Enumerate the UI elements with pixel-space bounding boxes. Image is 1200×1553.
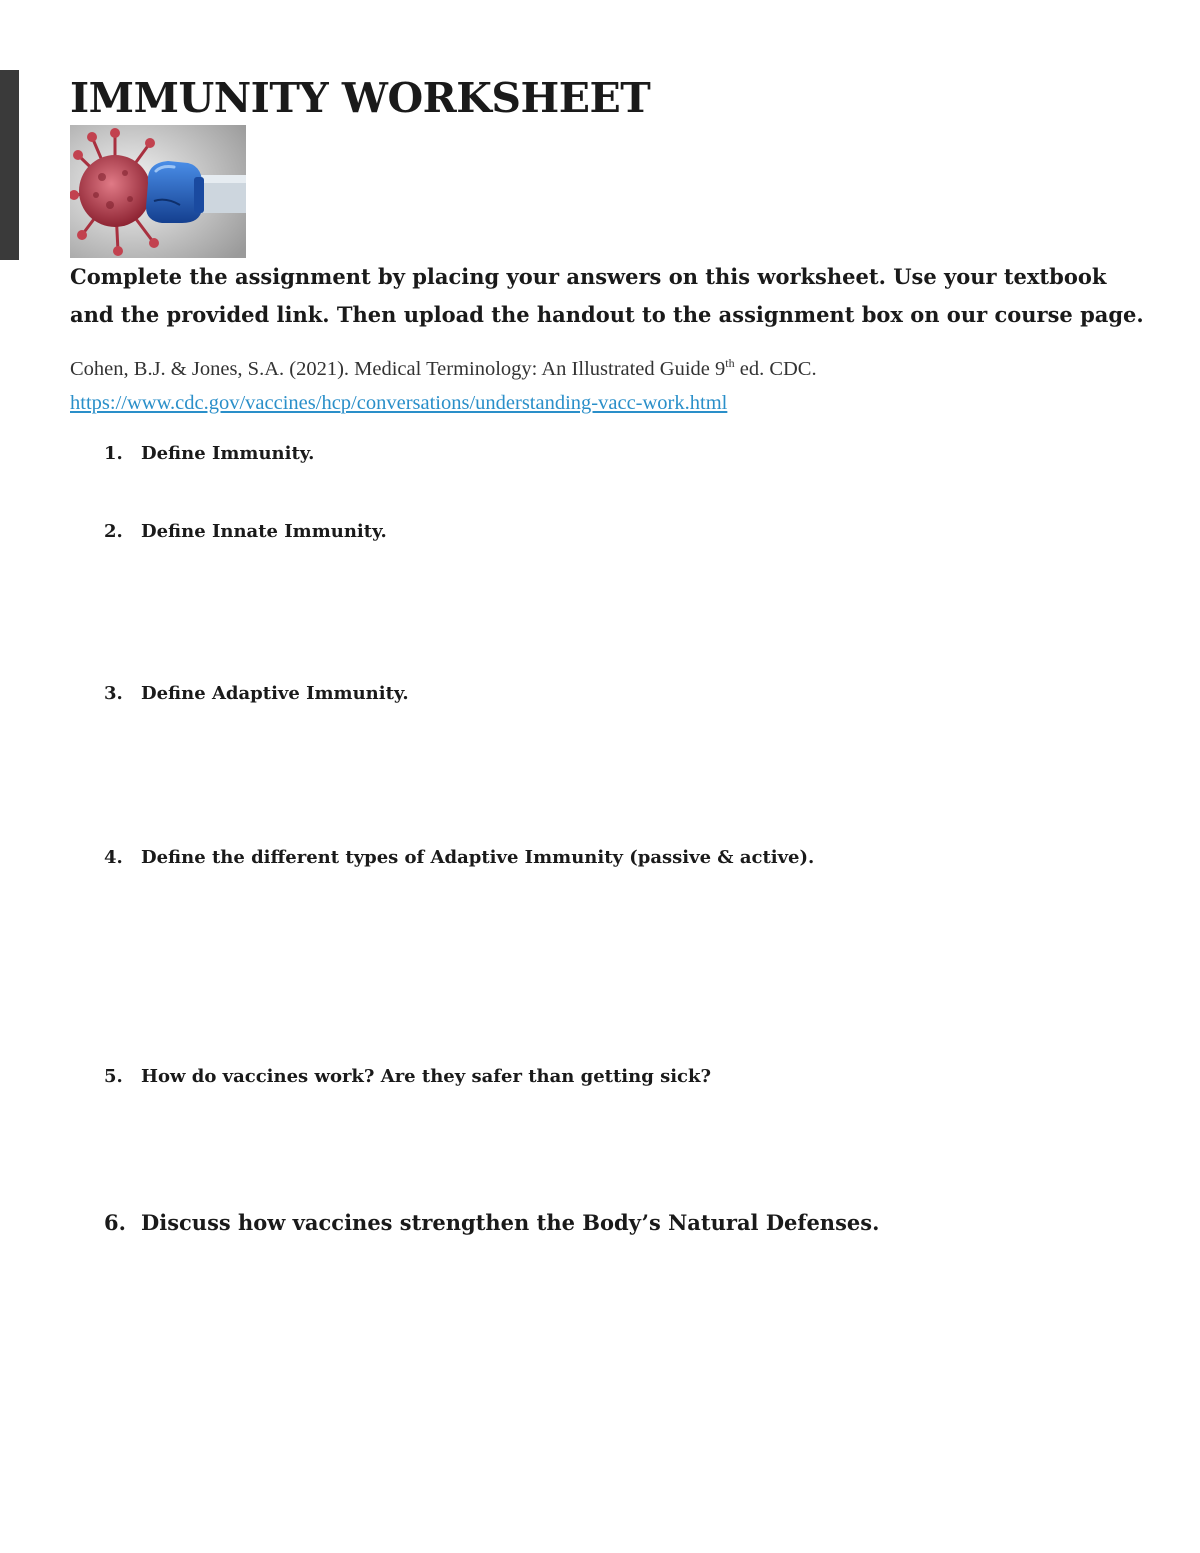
cdc-link[interactable]: https://www.cdc.gov/vaccines/hcp/conversations/understanding-vacc-work.html: [70, 392, 728, 414]
question-text: Define Adaptive Immunity.: [141, 683, 409, 704]
question-2: [104, 521, 387, 542]
question-1: [104, 443, 314, 464]
question-text: How do vaccines work? Are they safer than getting sick?: [141, 1066, 712, 1087]
question-number: 2.: [104, 521, 123, 542]
question-text: Discuss how vaccines strengthen the Body’s Natural Defenses.: [141, 1210, 880, 1235]
question-number: 5.: [104, 1066, 123, 1087]
question-3: [104, 683, 409, 704]
question-number: 1.: [104, 443, 123, 464]
instructions-line-2: and the provided link. Then upload the handout to the assignment box on our course page.: [70, 302, 1144, 327]
left-margin-bar: [0, 70, 19, 260]
instructions-line-1: Complete the assignment by placing your answers on this worksheet. Use your textbook: [70, 264, 1107, 289]
page-title: IMMUNITY WORKSHEET: [70, 74, 651, 122]
question-number: 4.: [104, 847, 123, 868]
citation-text: Cohen, B.J. & Jones, S.A. (2021). Medical Terminology: An Illustrated Guide 9: [70, 358, 726, 380]
citation: [70, 352, 1160, 420]
citation-text-end: ed. CDC.: [734, 358, 817, 380]
question-number: 6.: [104, 1210, 126, 1235]
question-text: Define the different types of Adaptive Immunity (passive & active).: [141, 847, 815, 868]
question-text: Define Immunity.: [141, 443, 315, 464]
question-6: [104, 1210, 879, 1235]
instructions: [70, 258, 1160, 334]
question-text: Define Innate Immunity.: [141, 521, 387, 542]
question-4: [104, 847, 814, 868]
virus-boxing-glove-image: [70, 125, 246, 258]
citation-superscript: th: [725, 356, 735, 371]
question-number: 3.: [104, 683, 123, 704]
question-5: [104, 1066, 711, 1087]
